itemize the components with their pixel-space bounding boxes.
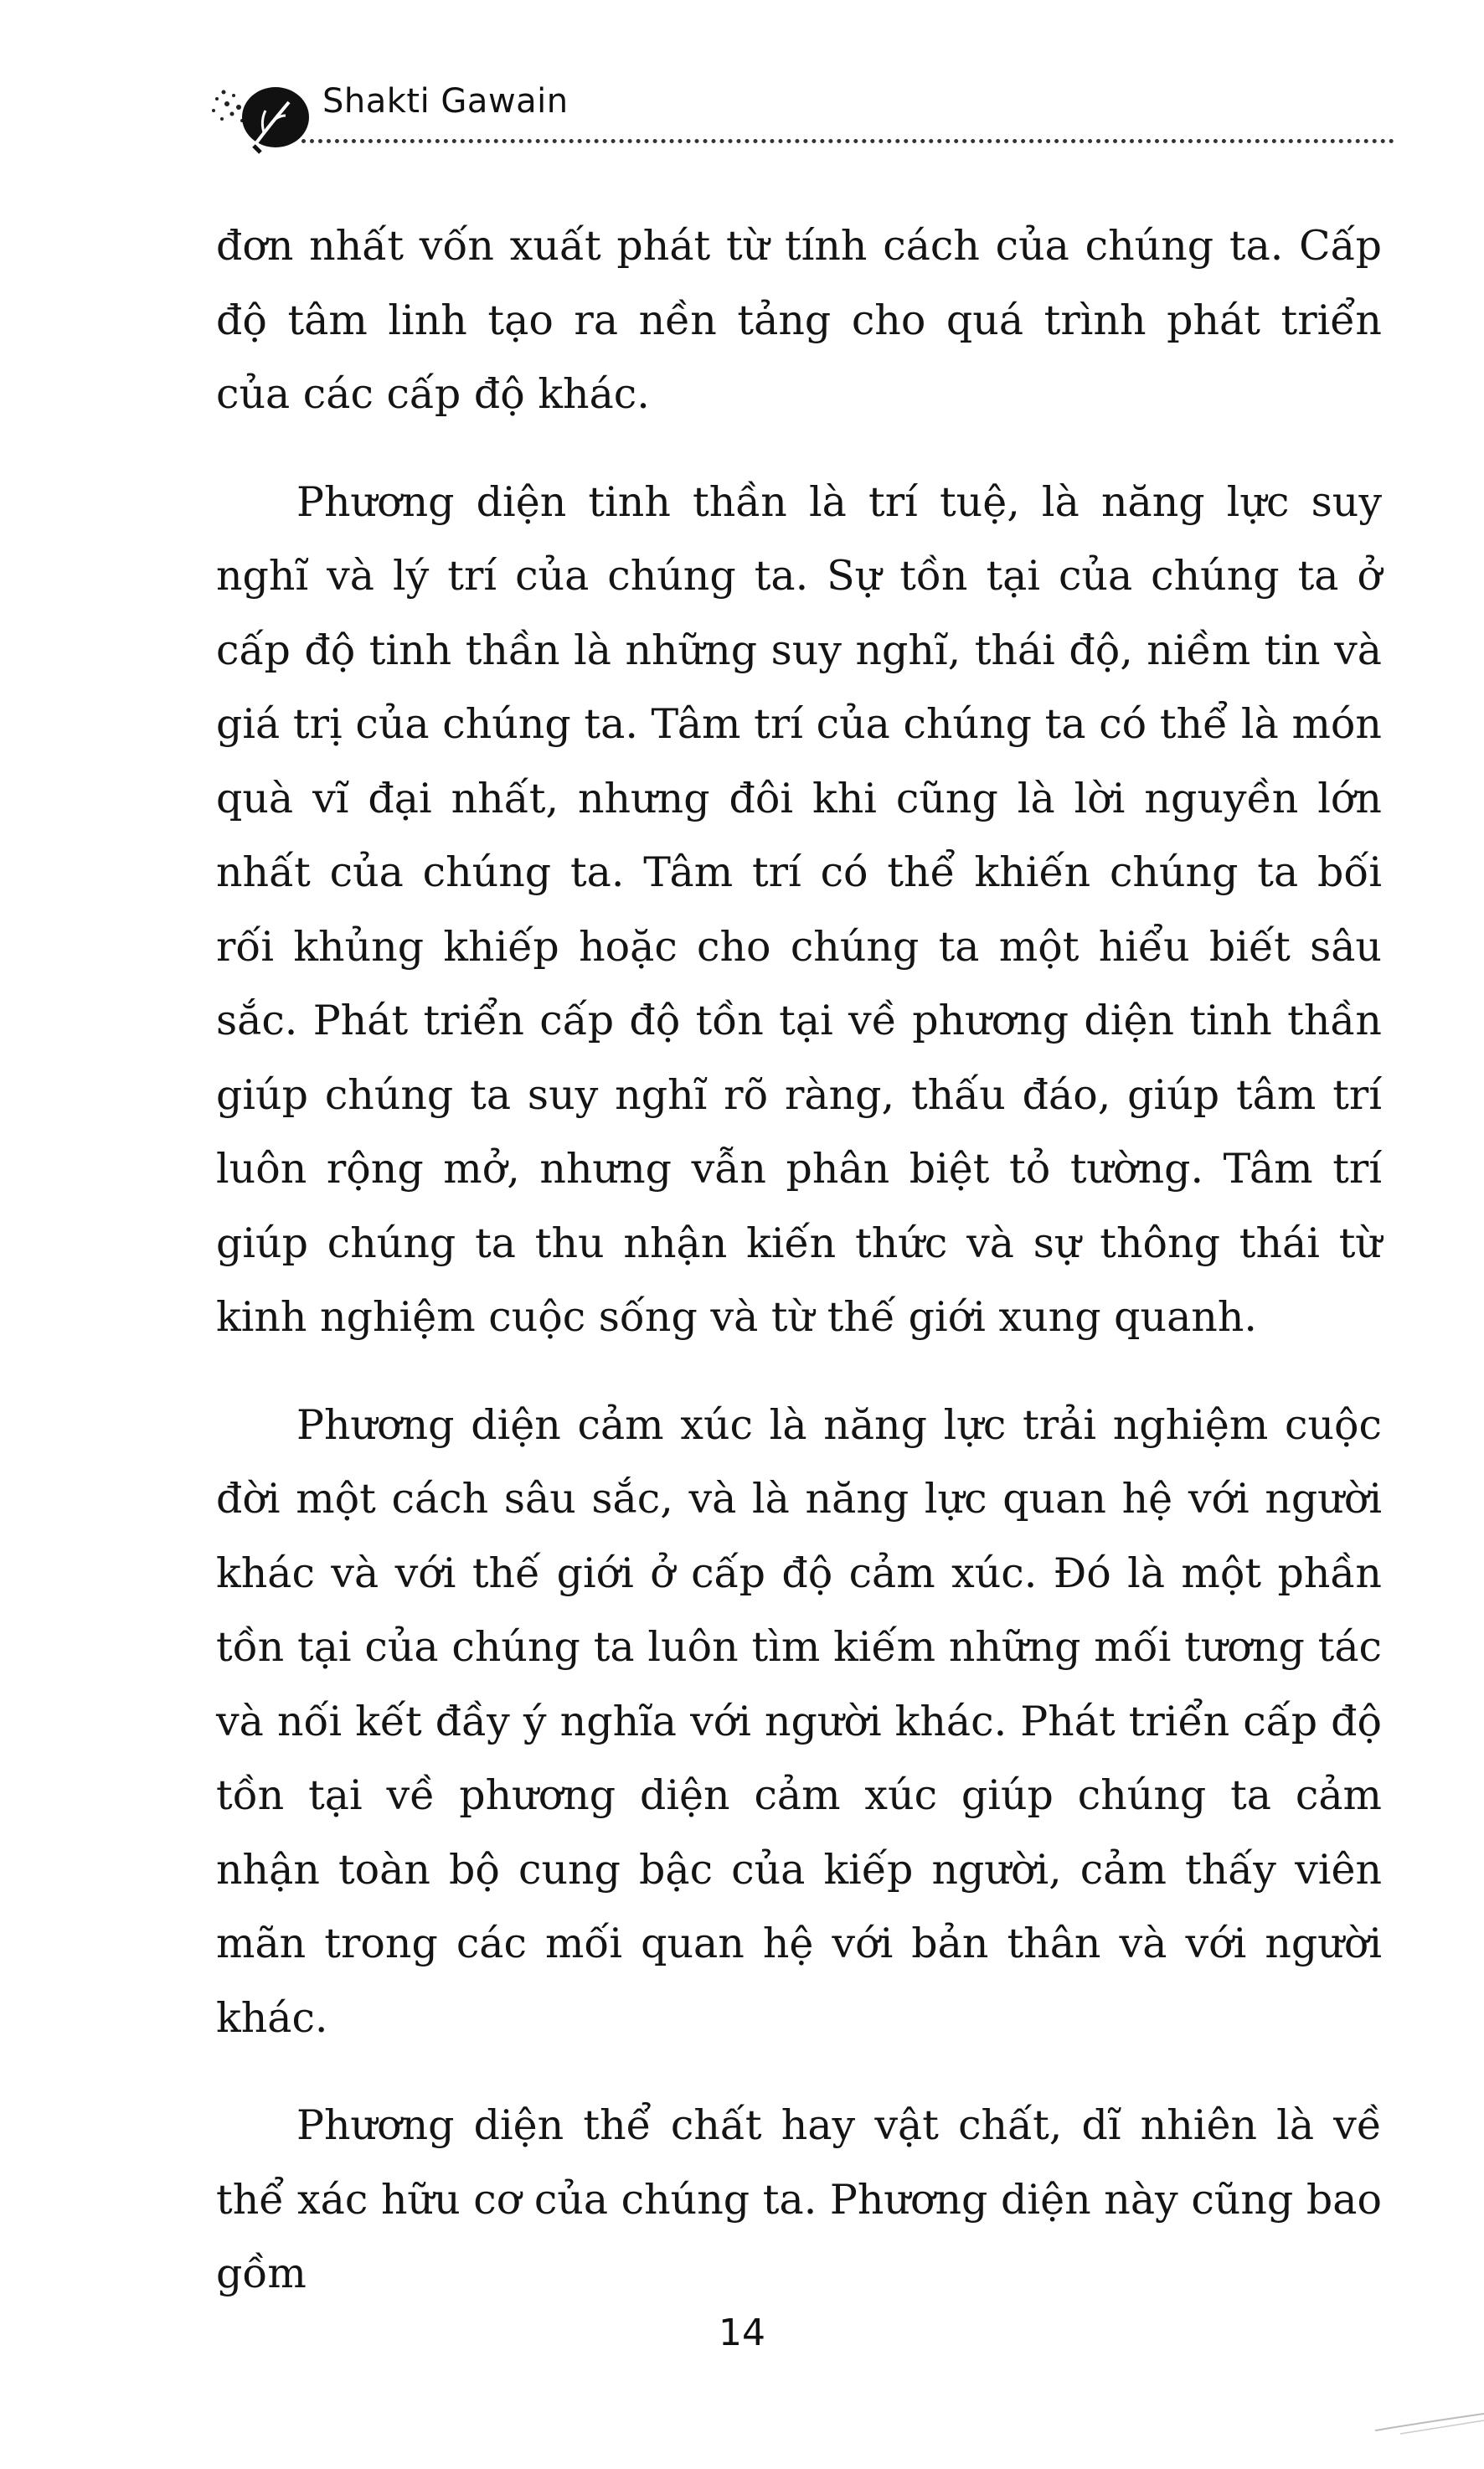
leaf-tree-logo-icon — [205, 74, 314, 157]
paragraph: đơn nhất vốn xuất phát từ tính cách của chúng ta. Cấp độ tâm linh tạo ra nền tảng cho quá trình phát triển của các cấp độ khác. — [216, 222, 1382, 418]
body-text — [216, 209, 1382, 2345]
paragraph: Phương diện cảm xúc là năng lực trải nghiệm cuộc đời một cách sâu sắc, và là năng lực quan hệ với người khác và với thế giới ở cấp độ cảm xúc. Đó là một phần tồn tại của chúng ta luôn tìm kiếm những mối tương tác và nối kết đầy ý nghĩa với người khác. Phát triển cấp độ tồn tại về phương diện cảm xúc giúp chúng ta cảm nhận toàn bộ cung bậc của kiếp người, cảm thấy viên mãn trong các mối quan hệ với bản thân và với người khác. — [216, 1400, 1382, 2042]
running-header — [205, 59, 1394, 151]
author-name: Shakti Gawain — [322, 82, 569, 121]
page-edge-mark — [1367, 2402, 1484, 2435]
paragraph: Phương diện tinh thần là trí tuệ, là năng lực suy nghĩ và lý trí của chúng ta. Sự tồn tại của chúng ta ở cấp độ tinh thần là những suy nghĩ, thái độ, niềm tin và giá trị của chúng ta. Tâm trí của chúng ta có thể là món quà vĩ đại nhất, nhưng đôi khi cũng là lời nguyền lớn nhất của chúng ta. Tâm trí có thể khiến chúng ta bối rối khủng khiếp hoặc cho chúng ta một hiểu biết sâu sắc. Phát triển cấp độ tồn tại về phương diện tinh thần giúp chúng ta suy nghĩ rõ ràng, thấu đáo, giúp tâm trí luôn rộng mở, nhưng vẫn phân biệt tỏ tường. Tâm trí giúp chúng ta thu nhận kiến thức và sự thông thái từ kinh nghiệm cuộc sống và từ thế giới xung quanh. — [216, 477, 1382, 1341]
page-number: 14 — [719, 2312, 765, 2354]
header-dotted-rule — [301, 139, 1394, 143]
paragraph: Phương diện thể chất hay vật chất, dĩ nhiên là về thể xác hữu cơ của chúng ta. Phương diện này cũng bao gồm — [216, 2101, 1382, 2297]
